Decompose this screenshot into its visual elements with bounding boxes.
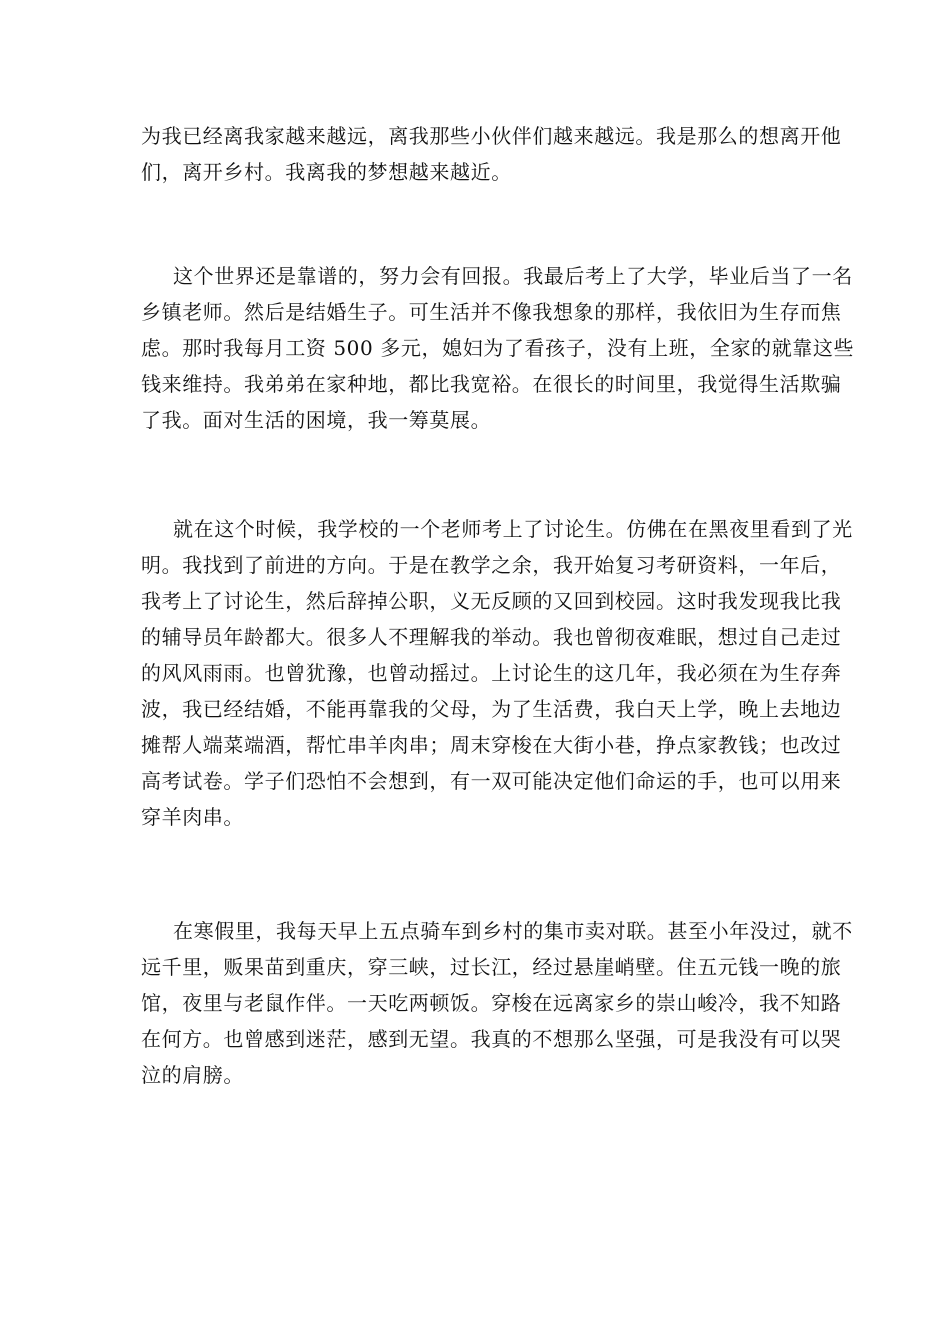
text-line: 波，我已经结婚，不能再靠我的父母，为了生活费，我白天上学，晚上去地边 xyxy=(141,697,842,721)
text-line: 馆，夜里与老鼠作伴。一天吃两顿饭。穿梭在远离家乡的崇山峻冷，我不知路 xyxy=(141,991,842,1015)
text-line: 虑。那时我每月工资 500 多元，媳妇为了看孩子，没有上班，全家的就靠这些 xyxy=(141,336,855,360)
text-line: 就在这个时候，我学校的一个老师考上了讨论生。仿佛在在黑夜里看到了光 xyxy=(173,517,853,541)
text-line: 明。我找到了前进的方向。于是在教学之余，我开始复习考研资料，一年后， xyxy=(141,553,842,577)
text-line: 摊帮人端菜端酒，帮忙串羊肉串；周末穿梭在大街小巷，挣点家教钱；也改过 xyxy=(141,733,842,757)
text-line: 的风风雨雨。也曾犹豫，也曾动摇过。上讨论生的这几年，我必须在为生存奔 xyxy=(141,661,842,685)
text-line: 乡镇老师。然后是结婚生子。可生活并不像我想象的那样，我依旧为生存而焦 xyxy=(141,300,842,324)
text-line: 我考上了讨论生，然后辞掉公职，义无反顾的又回到校园。这时我发现我比我 xyxy=(141,589,842,613)
text-line: 们，离开乡村。我离我的梦想越来越近。 xyxy=(141,160,512,184)
text-line: 在何方。也曾感到迷茫，感到无望。我真的不想那么坚强，可是我没有可以哭 xyxy=(141,1027,842,1051)
text-line: 了我。面对生活的困境，我一筹莫展。 xyxy=(141,408,492,432)
text-line: 的辅导员年龄都大。很多人不理解我的举动。我也曾彻夜难眠，想过自己走过 xyxy=(141,625,842,649)
text-line: 钱来维持。我弟弟在家种地，都比我宽裕。在很长的时间里，我觉得生活欺骗 xyxy=(141,372,842,396)
paragraph-2 xyxy=(141,258,855,438)
text-line: 为我已经离我家越来越远，离我那些小伙伴们越来越远。我是那么的想离开他 xyxy=(141,124,842,148)
text-line: 穿羊肉串。 xyxy=(141,805,244,829)
paragraph-3 xyxy=(141,511,853,835)
text-line: 高考试卷。学子们恐怕不会想到，有一双可能决定他们命运的手，也可以用来 xyxy=(141,769,842,793)
text-line: 在寒假里，我每天早上五点骑车到乡村的集市卖对联。甚至小年没过，就不 xyxy=(173,919,853,943)
paragraph-1 xyxy=(141,118,842,190)
text-line: 泣的肩膀。 xyxy=(141,1063,244,1087)
text-line: 远千里，贩果苗到重庆，穿三峡，过长江，经过悬崖峭壁。住五元钱一晚的旅 xyxy=(141,955,842,979)
text-line: 这个世界还是靠谱的，努力会有回报。我最后考上了大学，毕业后当了一名 xyxy=(173,264,853,288)
paragraph-4 xyxy=(141,913,853,1093)
